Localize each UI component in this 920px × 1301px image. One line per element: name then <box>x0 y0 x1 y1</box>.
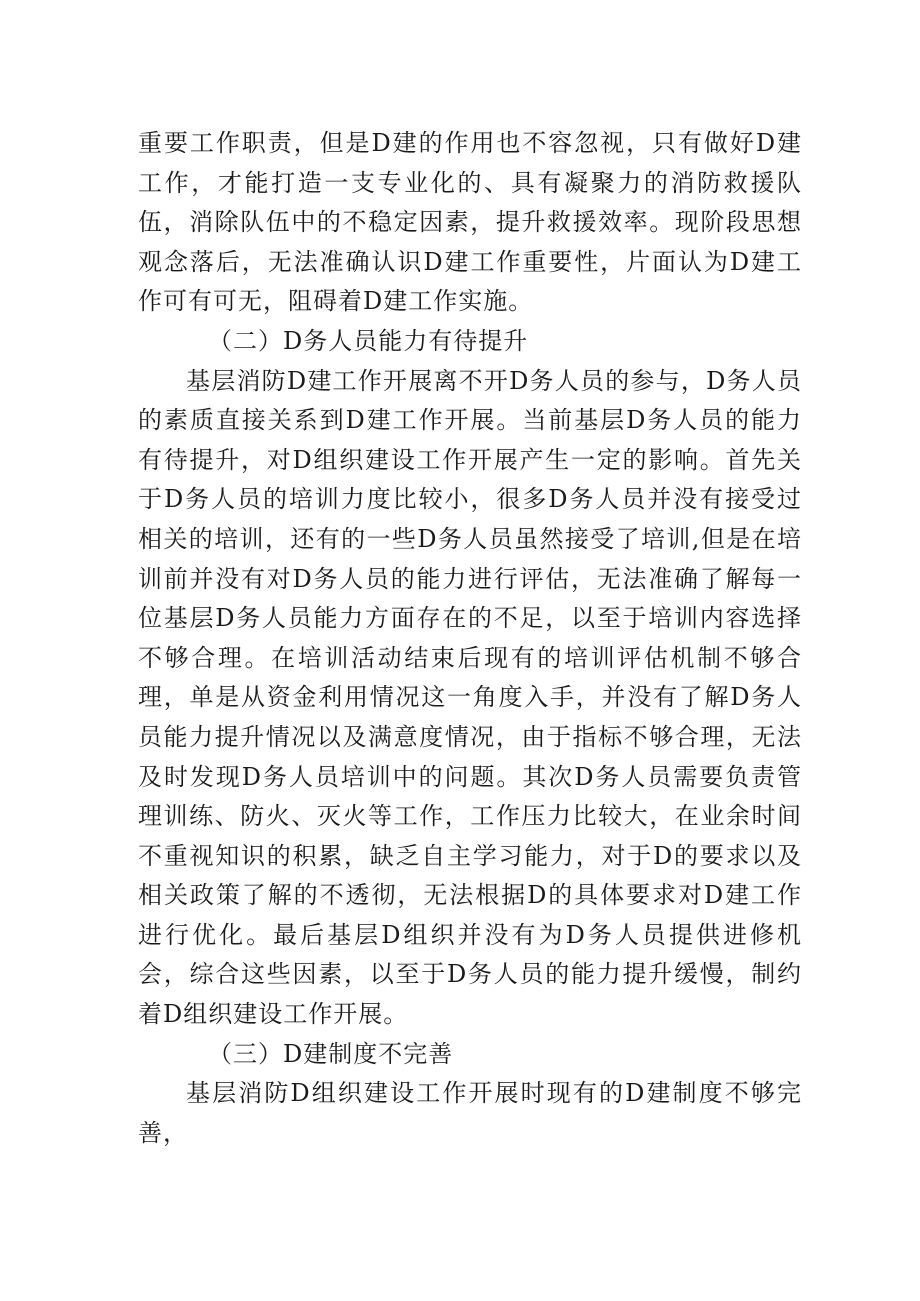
section-heading-3: （三）D建制度不完善 <box>208 1039 454 1068</box>
paragraph-system: 基层消防D组织建设工作开展时现有的D建制度不够完善， <box>138 1079 802 1147</box>
section-heading-2: （二）D务人员能力有待提升 <box>208 326 529 355</box>
document-body <box>138 124 802 1153</box>
paragraph-staff-ability: 基层消防D建工作开展离不开D务人员的参与，D务人员的素质直接关系到D建工作开展。当前基层D务人员的能力有待提升，对D组织建设工作开展产生一定的影响。首先关于D务人员的培训力度比较小，很多D务人员并没有接受过相关的培训，还有的一些D务人员虽然接受了培训,但是在培训前并没有对D务人员的能力进行评估，无法准确了解每一位基层D务人员能力方面存在的不足，以至于培训内容选择不够合理。在培训活动结束后现有的培训评估机制不够合理，单是从资金利用情况这一角度入手，并没有了解D务人员能力提升情况以及满意度情况，由于指标不够合理，无法及时发现D务人员培训中的问题。其次D务人员需要负责管理训练、防火、灭火等工作，工作压力比较大，在业余时间不重视知识的积累，缺乏自主学习能力，对于D的要求以及相关政策了解的不透彻，无法根据D的具体要求对D建工作进行优化。最后基层D组织并没有为D务人员提供进修机会，综合这些因素，以至于D务人员的能力提升缓慢，制约着D组织建设工作开展。 <box>138 366 802 1029</box>
paragraph-continuation: 重要工作职责，但是D建的作用也不容忽视，只有做好D建工作，才能打造一支专业化的、具有凝聚力的消防救援队伍，消除队伍中的不稳定因素，提升救援效率。现阶段思想观念落后，无法准确认识D建工作重要性，片面认为D建工作可有可无，阻碍着D建工作实施。 <box>138 129 802 316</box>
